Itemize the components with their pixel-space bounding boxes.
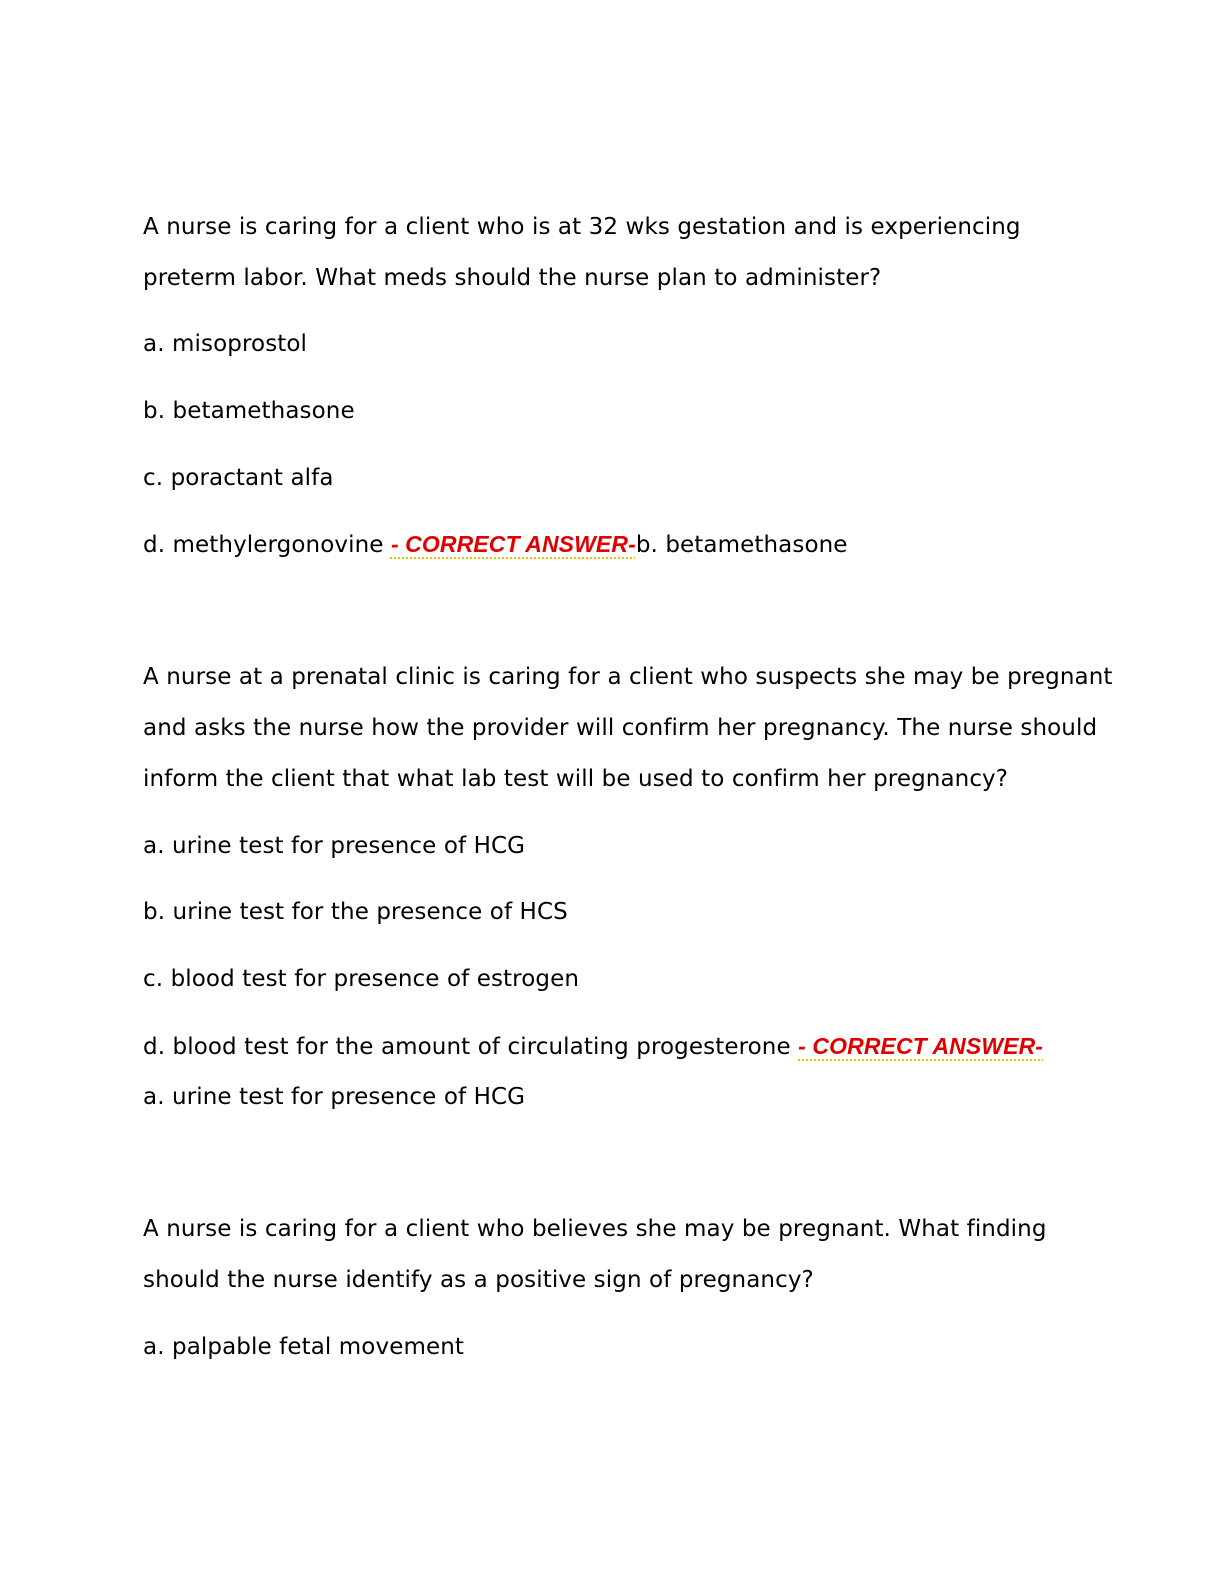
question-2-option-d: d. blood test for the amount of circulating progesterone xyxy=(143,1034,799,1060)
question-3-option-a: a. palpable fetal movement xyxy=(143,1334,464,1360)
question-3-stem-line-2: should the nurse identify as a positive sign of pregnancy? xyxy=(143,1267,814,1293)
question-2-answer: a. urine test for presence of HCG xyxy=(143,1084,526,1110)
question-1-answer-tag: - CORRECT ANSWER- xyxy=(390,531,636,557)
question-1-answer: b. betamethasone xyxy=(635,532,848,558)
question-1-option-b: b. betamethasone xyxy=(143,398,355,424)
question-1-option-a: a. misoprostol xyxy=(143,331,308,357)
question-1-stem-line-2: preterm labor. What meds should the nurse plan to administer? xyxy=(143,265,882,291)
question-2-option-d-line xyxy=(143,1031,1043,1062)
question-3-stem-line-1: A nurse is caring for a client who believes she may be pregnant. What finding xyxy=(143,1216,1047,1242)
question-1-option-d-line xyxy=(143,529,848,560)
question-2-option-b: b. urine test for the presence of HCS xyxy=(143,899,568,925)
question-2-stem-line-3: inform the client that what lab test will be used to confirm her pregnancy? xyxy=(143,766,1009,792)
question-1-option-c: c. poractant alfa xyxy=(143,465,334,491)
question-1-stem-line-1: A nurse is caring for a client who is at 32 wks gestation and is experiencing xyxy=(143,214,1021,240)
question-2-stem-line-1: A nurse at a prenatal clinic is caring for a client who suspects she may be pregnant xyxy=(143,664,1113,690)
question-2-stem-line-2: and asks the nurse how the provider will confirm her pregnancy. The nurse should xyxy=(143,715,1098,741)
question-2-option-a: a. urine test for presence of HCG xyxy=(143,833,526,859)
question-2-answer-tag: - CORRECT ANSWER- xyxy=(798,1033,1044,1059)
question-1-option-d: d. methylergonovine xyxy=(143,532,391,558)
question-2-option-c: c. blood test for presence of estrogen xyxy=(143,966,580,992)
